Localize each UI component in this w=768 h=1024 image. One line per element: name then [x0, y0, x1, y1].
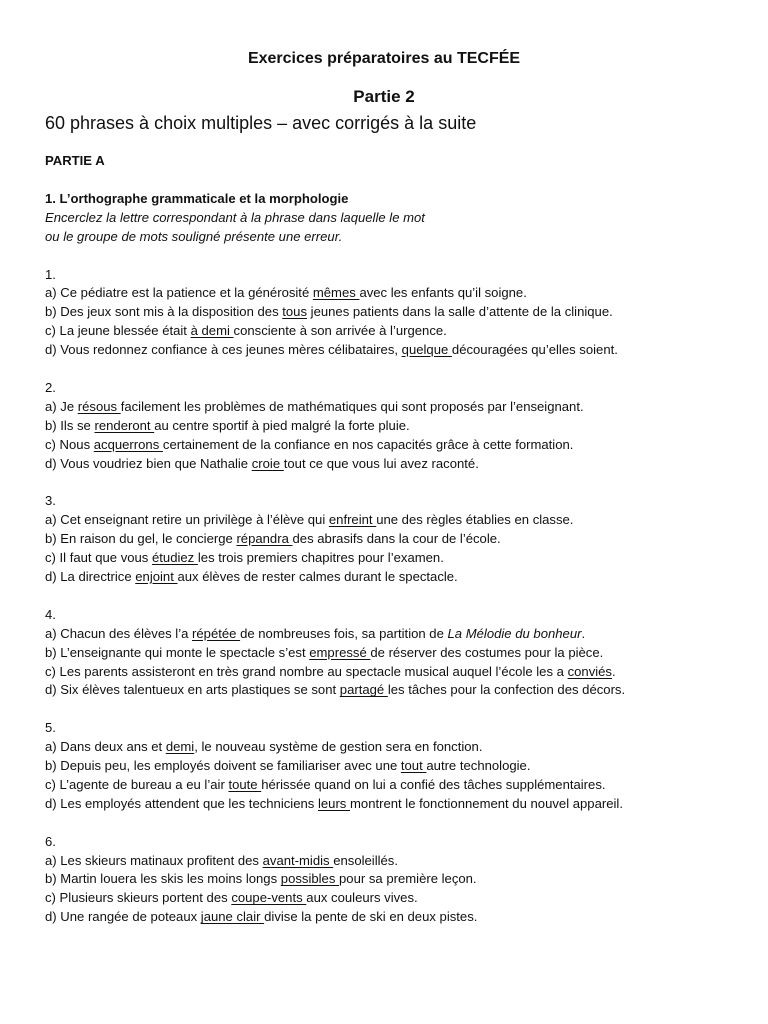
question-block [45, 266, 745, 361]
option-text: les trois premiers chapitres pour l’examen. [197, 550, 444, 566]
underlined-word: jaune clair [200, 909, 265, 925]
option-text: b) Depuis peu, les employés doivent se familiariser avec une [45, 758, 401, 774]
section-heading: 1. L’orthographe grammaticale et la morphologie [45, 190, 349, 206]
underlined-word: conviés [567, 663, 612, 679]
answer-option[interactable] [45, 870, 745, 889]
question-number: 5. [45, 720, 56, 736]
option-text: découragées qu’elles soient. [451, 342, 618, 358]
option-text: c) Il faut que vous [45, 550, 152, 566]
option-text: d) Vous voudriez bien que Nathalie [45, 455, 252, 471]
option-text: hérissée quand on lui a confié des tâches supplémentaires. [261, 776, 606, 792]
option-text: de nombreuses fois, sa partition de [240, 625, 448, 641]
answer-option[interactable] [45, 398, 745, 417]
option-text: c) La jeune blessée était [45, 323, 191, 339]
question-list [45, 266, 745, 928]
underlined-word: leurs [317, 795, 350, 811]
answer-option[interactable] [45, 681, 745, 700]
answer-option[interactable] [45, 776, 745, 795]
option-text: avec les enfants qu’il soigne. [359, 285, 527, 301]
option-text: d) Une rangée de poteaux [45, 909, 201, 925]
option-text: a) Cet enseignant retire un privilège à l’élève qui [45, 512, 329, 528]
part-title: Partie 2 [353, 87, 415, 106]
underlined-word: coupe-vents [231, 890, 307, 906]
option-text: a) Ce pédiatre est la patience et la générosité [45, 285, 313, 301]
answer-option[interactable] [45, 549, 745, 568]
exercise-content [45, 152, 745, 927]
option-text: certainement de la confiance en nos capacités grâce à cette formation. [162, 436, 574, 452]
answer-option[interactable] [45, 303, 745, 322]
underlined-word: mêmes [312, 285, 360, 301]
option-text: a) Chacun des élèves l’a [45, 625, 193, 641]
option-text: autre technologie. [426, 758, 531, 774]
option-text: facilement les problèmes de mathématiques qui sont proposés par l’enseignant. [120, 398, 584, 414]
option-text: une des règles établies en classe. [376, 512, 574, 528]
option-text: . [611, 663, 616, 679]
answer-option[interactable] [45, 795, 745, 814]
option-text: au centre sportif à pied malgré la forte pluie. [154, 417, 410, 433]
answer-option[interactable] [45, 417, 745, 436]
option-text: d) Six élèves talentueux en arts plastiques se sont [45, 682, 340, 698]
answer-option[interactable] [45, 530, 745, 549]
question-number: 6. [45, 833, 56, 849]
underlined-word: renderont [94, 417, 155, 433]
option-text: a) Je [45, 398, 78, 414]
option-text: consciente à son arrivée à l’urgence. [233, 323, 447, 339]
option-text: tout ce que vous lui avez raconté. [283, 455, 479, 471]
underlined-word: enfreint [328, 512, 377, 528]
instructions-line-1: Encerclez la lettre correspondant à la phrase dans laquelle le mot [45, 209, 425, 225]
answer-option[interactable] [45, 436, 745, 455]
underlined-word: acquerrons [93, 436, 163, 452]
answer-option[interactable] [45, 455, 745, 474]
underlined-word: empressé [309, 644, 371, 660]
option-text: b) Des jeux sont mis à la disposition des [45, 304, 283, 320]
answer-option[interactable] [45, 568, 745, 587]
option-text: b) Martin louera les skis les moins longs [45, 871, 281, 887]
underlined-word: tous [282, 304, 308, 320]
question-number: 2. [45, 379, 56, 395]
option-text: des abrasifs dans la cour de l’école. [292, 531, 501, 547]
option-text: ensoleillés. [333, 852, 398, 868]
option-text: c) Plusieurs skieurs portent des [45, 890, 232, 906]
underlined-word: à demi [190, 323, 234, 339]
option-text: b) L’enseignante qui monte le spectacle s’est [45, 644, 310, 660]
option-text: pour sa première leçon. [339, 871, 477, 887]
underlined-word: répandra [236, 531, 293, 547]
option-text: aux élèves de rester calmes durant le spectacle. [177, 568, 458, 584]
question-block [45, 606, 745, 701]
question-number: 3. [45, 493, 56, 509]
question-number: 4. [45, 606, 56, 622]
answer-option[interactable] [45, 908, 745, 927]
underlined-word: possibles [280, 871, 340, 887]
underlined-word: avant-midis [262, 852, 334, 868]
underlined-word: toute [228, 776, 262, 792]
underlined-word: enjoint [135, 568, 178, 584]
option-text: b) Ils se [45, 417, 95, 433]
answer-option[interactable] [45, 322, 745, 341]
question-block [45, 379, 745, 474]
option-text: montrent le fonctionnement du nouvel appareil. [350, 795, 623, 811]
underlined-word: étudiez [152, 550, 198, 566]
answer-option[interactable] [45, 284, 745, 303]
question-block [45, 492, 745, 587]
option-text: d) La directrice [45, 568, 136, 584]
option-text: divise la pente de ski en deux pistes. [264, 909, 478, 925]
option-text: d) Vous redonnez confiance à ces jeunes mères célibataires, [45, 342, 402, 358]
option-text: de réserver des costumes pour la pièce. [370, 644, 604, 660]
section-label: PARTIE A [45, 153, 105, 168]
option-text: jeunes patients dans la salle d’attente de la clinique. [307, 304, 613, 320]
document-title: Exercices préparatoires au TECFÉE [247, 50, 521, 67]
option-text: b) En raison du gel, le concierge [45, 531, 237, 547]
answer-option[interactable] [45, 889, 745, 908]
underlined-word: partagé [339, 682, 388, 698]
document-subtitle: 60 phrases à choix multiples – avec corrigés à la suite [45, 113, 477, 133]
answer-option[interactable] [45, 852, 745, 871]
answer-option[interactable] [45, 341, 745, 360]
answer-option[interactable] [45, 663, 745, 682]
answer-option[interactable] [45, 757, 745, 776]
answer-option[interactable] [45, 738, 745, 757]
underlined-word: résous [77, 398, 121, 414]
option-text: aux couleurs vives. [306, 890, 418, 906]
underlined-word: croie [251, 455, 284, 471]
option-text: c) L’agente de bureau a eu l’air [45, 776, 229, 792]
underlined-word: quelque [401, 342, 452, 358]
option-text: a) Les skieurs matinaux profitent des [45, 852, 263, 868]
underlined-word: tout [400, 758, 427, 774]
italic-title: La Mélodie du bonheur [447, 625, 582, 641]
question-block [45, 833, 745, 928]
instructions-line-2: ou le groupe de mots souligné présente une erreur. [45, 228, 343, 244]
answer-option[interactable] [45, 625, 745, 644]
option-text: c) Nous [45, 436, 94, 452]
question-number: 1. [45, 266, 56, 282]
option-text: d) Les employés attendent que les techniciens [45, 795, 318, 811]
underlined-word: répétée [192, 625, 241, 641]
option-text: a) Dans deux ans et [45, 739, 166, 755]
underlined-word: demi [165, 739, 195, 755]
option-text: . [581, 625, 586, 641]
option-text: les tâches pour la confection des décors. [387, 682, 626, 698]
option-text: c) Les parents assisteront en très grand nombre au spectacle musical auquel l’école les a [45, 663, 568, 679]
question-block [45, 719, 745, 814]
answer-option[interactable] [45, 511, 745, 530]
option-text: , le nouveau système de gestion sera en fonction. [194, 739, 483, 755]
answer-option[interactable] [45, 644, 745, 663]
